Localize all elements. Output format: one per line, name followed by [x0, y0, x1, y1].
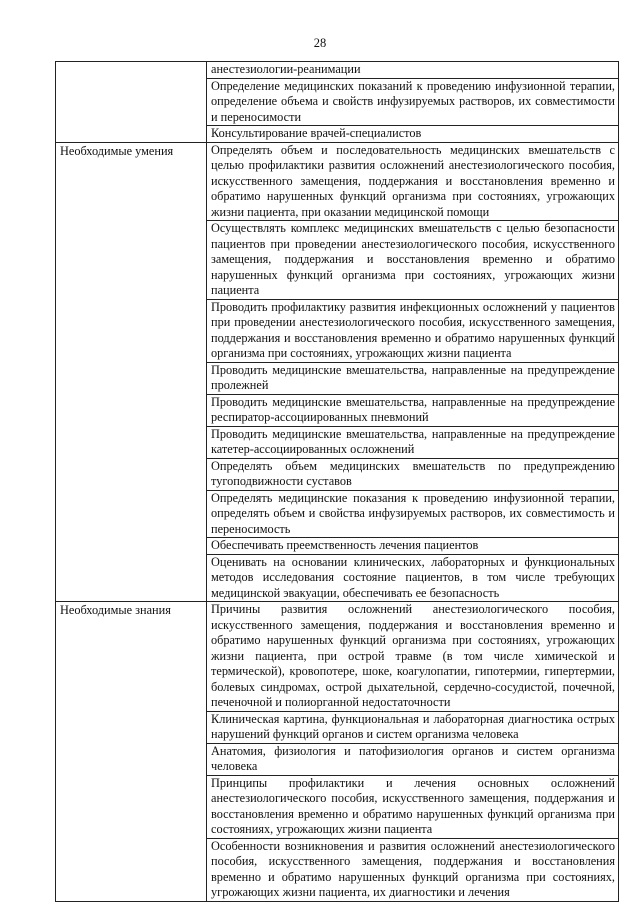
- row-content: [207, 602, 619, 902]
- list-item: Особенности возникновения и развития осложнений анестезиологического пособия, искусственного замещения, поддержания и восстановления временно и обратимо нарушенных функций организма при состояниях, угрожающих жизни пациента, их диагностики и лечения: [211, 838, 615, 899]
- list-item: Клиническая картина, функциональная и лабораторная диагностика острых нарушений функций органов и систем организма человека: [207, 712, 618, 744]
- row-content: [207, 142, 619, 602]
- competency-table: [55, 61, 619, 902]
- list-item: Определять объем медицинских вмешательств по предупреждению тугоподвижности суставов: [207, 459, 618, 491]
- row-label: Необходимые умения: [56, 142, 207, 602]
- list-item: Определять объем и последовательность медицинских вмешательств с целью профилактики развития осложнений анестезиологического пособия, искусственного замещения, поддержания и восстановления временно и обратимо нарушенных функций организма при состояниях, угрожающих жизни пациента, при оказании медицинской помощи: [207, 143, 618, 222]
- list-item: Консультирование врачей-специалистов: [211, 126, 422, 140]
- list-item: Проводить медицинские вмешательства, направленные на предупреждение респиратор-ассоциированных пневмоний: [207, 395, 618, 427]
- list-item: Определение медицинских показаний к проведению инфузионной терапии, определение объема и свойств инфузируемых растворов, их совместимости и переносимости: [207, 79, 618, 127]
- list-item: Осуществлять комплекс медицинских вмешательств с целью безопасности пациентов при проведении анестезиологического пособия, искусственного замещения, поддержания и восстановления временно и обратимо нарушенных функций организма при состояниях, угрожающих жизни пациента: [207, 221, 618, 300]
- list-item: Оценивать на основании клинических, лабораторных и функциональных методов исследования состояние пациентов, в том числе требующих медицинской эвакуации, обеспечивать ее безопасность: [211, 554, 615, 600]
- row-label: Необходимые знания: [56, 602, 207, 902]
- page-number: 28: [313, 36, 327, 50]
- list-item: Проводить медицинские вмешательства, направленные на предупреждение пролежней: [207, 363, 618, 395]
- row-label: [56, 62, 207, 143]
- list-item: Обеспечивать преемственность лечения пациентов: [207, 538, 618, 555]
- table-row: [56, 62, 619, 143]
- list-item: Проводить медицинские вмешательства, направленные на предупреждение катетер-ассоциированных осложнений: [207, 427, 618, 459]
- list-item: Определять медицинские показания к проведению инфузионной терапии, определять объем и свойства инфузируемых растворов, их совместимость и переносимость: [207, 491, 618, 539]
- list-item: Принципы профилактики и лечения основных осложнений анестезиологического пособия, искусственного замещения, поддержания и восстановления временно и обратимо нарушенных функций организма при состояниях, угрожающих жизни пациента: [207, 776, 618, 839]
- row-content: [207, 62, 619, 143]
- table-row: [56, 142, 619, 602]
- list-item: Проводить профилактику развития инфекционных осложнений у пациентов при проведении анестезиологического пособия, искусственного замещения, поддержания и восстановления временно и обратимо нарушенных функций организма при состояниях, угрожающих жизни пациента: [207, 300, 618, 363]
- list-item: анестезиологии-реанимации: [207, 62, 618, 79]
- list-item: Причины развития осложнений анестезиологического пособия, искусственного замещения, поддержания и восстановления временно и обратимо нарушенных функций организма при состояниях, угрожающих жизни пациента, при острой травме (в том числе химической и термической), кровопотере, шоке, коагулопатии, гипотермии, гипертермии, болевых синдромах, острой дыхательной, сердечно-сосудистой, почечной, печеночной и полиорганной недостаточности: [207, 602, 618, 712]
- list-item: Анатомия, физиология и патофизиология органов и систем организма человека: [207, 744, 618, 776]
- table-row: [56, 602, 619, 902]
